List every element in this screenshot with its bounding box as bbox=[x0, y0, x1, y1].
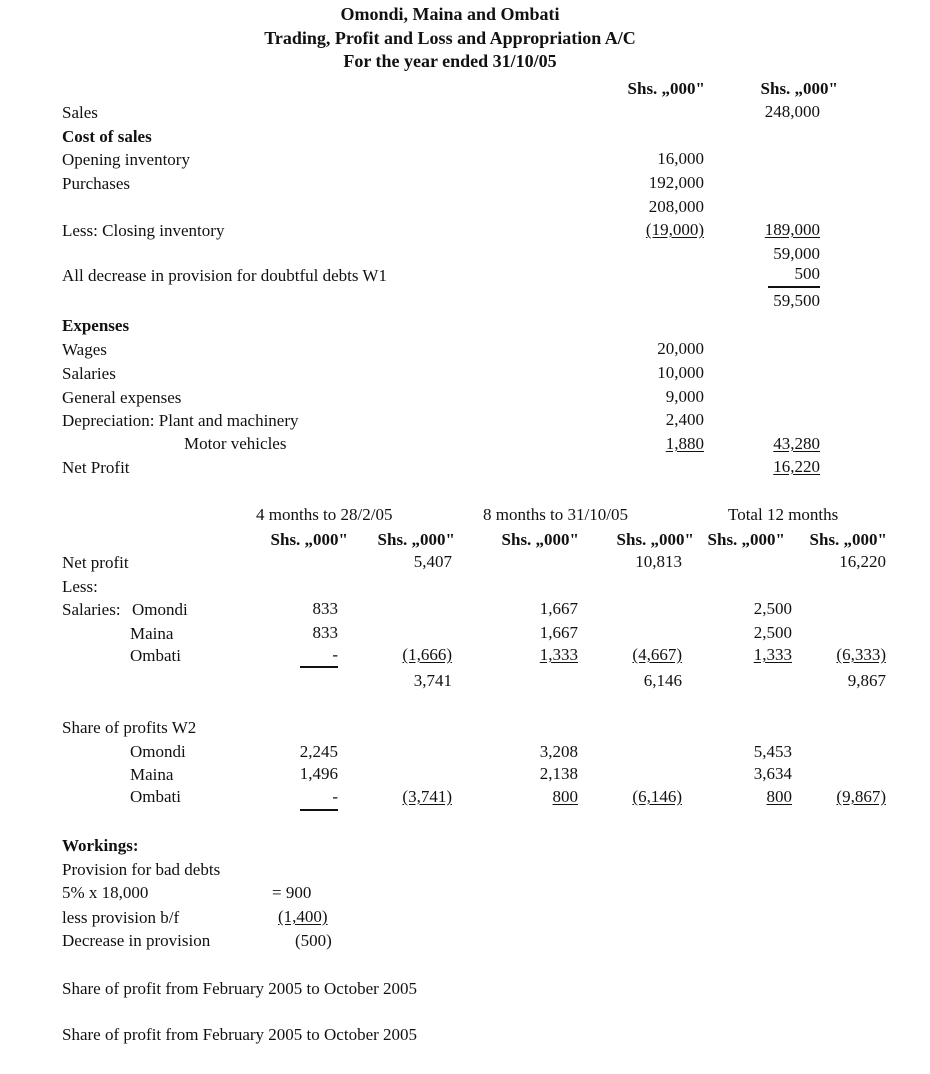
share-maina-p1: 1,496 bbox=[299, 764, 338, 783]
unit-header-3: Shs. „000" bbox=[501, 530, 579, 549]
unit-header-2: Shs. „000" bbox=[377, 530, 455, 549]
sales-label: Sales bbox=[62, 103, 98, 122]
adjusted-gross-profit: 59,500 bbox=[773, 291, 820, 310]
salaries-total-12m: (6,333) bbox=[836, 645, 886, 664]
salary-maina-p1: 833 bbox=[312, 623, 338, 642]
share-omondi-p2: 3,208 bbox=[539, 742, 578, 761]
salaries-total-p1: (1,666) bbox=[402, 645, 452, 664]
share-omondi-total: 5,453 bbox=[753, 742, 792, 761]
share-name-omondi: Omondi bbox=[130, 742, 186, 761]
expense-amount-salaries: 10,000 bbox=[657, 363, 704, 382]
column-header-1: Shs. „000" bbox=[627, 79, 705, 98]
share-of-profits-label: Share of profits W2 bbox=[62, 718, 197, 737]
share-name-maina: Maina bbox=[130, 765, 174, 784]
working-value-decrease: (500) bbox=[295, 931, 332, 950]
salary-name-omondi: Omondi bbox=[132, 600, 188, 619]
goods-available-subtotal: 208,000 bbox=[648, 197, 704, 216]
less-label: Less: bbox=[62, 577, 98, 596]
salary-ombati-p1: - bbox=[332, 645, 338, 664]
expense-amount-depreciation-plant: 2,400 bbox=[665, 410, 704, 429]
shares-total-p1: (3,741) bbox=[402, 787, 452, 806]
share-ombati-total: 800 bbox=[766, 787, 792, 806]
period-header-8-months: 8 months to 31/10/05 bbox=[483, 505, 628, 524]
shares-total-p2: (6,146) bbox=[632, 787, 682, 806]
net-profit-p1: 5,407 bbox=[413, 552, 452, 571]
company-name: Omondi, Maina and Ombati bbox=[340, 4, 560, 24]
share-note-1: Share of profit from February 2005 to October 2005 bbox=[62, 979, 418, 998]
residual-profit-p1: 3,741 bbox=[413, 671, 452, 690]
salaries-total-p2: (4,667) bbox=[632, 645, 682, 664]
unit-header-4: Shs. „000" bbox=[616, 530, 694, 549]
share-ombati-p2: 800 bbox=[552, 787, 578, 806]
column-header-2: Shs. „000" bbox=[760, 79, 838, 98]
salary-maina-total: 2,500 bbox=[753, 623, 792, 642]
expense-amount-motor-vehicles: 1,880 bbox=[665, 434, 704, 453]
expenses-total: 43,280 bbox=[773, 434, 820, 453]
working-label-calc: 5% x 18,000 bbox=[62, 883, 149, 902]
cost-of-sales-total: 189,000 bbox=[764, 220, 820, 239]
expense-label-wages: Wages bbox=[62, 340, 107, 359]
unit-header-1: Shs. „000" bbox=[270, 530, 348, 549]
period-header-4-months: 4 months to 28/2/05 bbox=[256, 505, 393, 524]
working-value-calc: = 900 bbox=[272, 883, 312, 902]
net-profit-total: 16,220 bbox=[773, 457, 820, 476]
unit-header-5: Shs. „000" bbox=[707, 530, 785, 549]
residual-profit-p2: 6,146 bbox=[643, 671, 682, 690]
salary-name-maina: Maina bbox=[130, 624, 174, 643]
net-profit-p2: 10,813 bbox=[635, 552, 682, 571]
expense-label-motor-vehicles: Motor vehicles bbox=[184, 434, 287, 453]
statement-period: For the year ended 31/10/05 bbox=[343, 51, 557, 71]
working-label-decrease: Decrease in provision bbox=[62, 931, 211, 950]
sum-rule bbox=[768, 286, 820, 288]
opening-inventory-label: Opening inventory bbox=[62, 150, 190, 169]
share-maina-total: 3,634 bbox=[753, 764, 792, 783]
salary-name-ombati: Ombati bbox=[130, 646, 181, 665]
provision-decrease-amount: 500 bbox=[794, 264, 820, 283]
unit-header-6: Shs. „000" bbox=[809, 530, 887, 549]
period-header-total: Total 12 months bbox=[728, 505, 839, 524]
working-value-bf: (1,400) bbox=[278, 907, 328, 926]
provision-title: Provision for bad debts bbox=[62, 860, 221, 879]
purchases-label: Purchases bbox=[62, 174, 130, 193]
net-profit-label: Net Profit bbox=[62, 458, 130, 477]
purchases-amount: 192,000 bbox=[648, 173, 704, 192]
salary-omondi-p1: 833 bbox=[312, 599, 338, 618]
opening-inventory-amount: 16,000 bbox=[657, 149, 704, 168]
expense-label-general: General expenses bbox=[62, 388, 182, 407]
salary-ombati-p2: 1,333 bbox=[539, 645, 578, 664]
salary-omondi-total: 2,500 bbox=[753, 599, 792, 618]
net-profit-total-12m: 16,220 bbox=[839, 552, 886, 571]
sales-total: 248,000 bbox=[764, 102, 820, 121]
closing-inventory-amount: (19,000) bbox=[645, 220, 704, 239]
expense-label-depreciation-plant: Depreciation: Plant and machinery bbox=[62, 411, 299, 430]
salary-ombati-p1-rule bbox=[300, 666, 338, 668]
share-name-ombati: Ombati bbox=[130, 787, 181, 806]
expense-label-salaries: Salaries bbox=[62, 364, 116, 383]
working-label-bf: less provision b/f bbox=[62, 908, 180, 927]
cost-of-sales-heading: Cost of sales bbox=[62, 127, 152, 146]
residual-profit-12m: 9,867 bbox=[847, 671, 886, 690]
expenses-heading: Expenses bbox=[62, 316, 130, 335]
share-maina-p2: 2,138 bbox=[539, 764, 578, 783]
appropriation-net-profit-label: Net profit bbox=[62, 553, 129, 572]
salary-maina-p2: 1,667 bbox=[539, 623, 578, 642]
share-ombati-p1: - bbox=[332, 787, 338, 806]
expense-amount-wages: 20,000 bbox=[657, 339, 704, 358]
workings-heading: Workings: bbox=[62, 836, 139, 855]
salary-omondi-p2: 1,667 bbox=[539, 599, 578, 618]
share-ombati-p1-rule bbox=[300, 809, 338, 811]
shares-total-12m: (9,867) bbox=[836, 787, 886, 806]
closing-inventory-label: Less: Closing inventory bbox=[62, 221, 225, 240]
provision-decrease-label: All decrease in provision for doubtful debts W1 bbox=[62, 266, 387, 285]
gross-profit: 59,000 bbox=[773, 244, 820, 263]
share-omondi-p1: 2,245 bbox=[299, 742, 338, 761]
salaries-label: Salaries: bbox=[62, 600, 121, 619]
expense-amount-general: 9,000 bbox=[665, 387, 704, 406]
salary-ombati-total: 1,333 bbox=[753, 645, 792, 664]
share-note-2: Share of profit from February 2005 to October 2005 bbox=[62, 1025, 418, 1044]
statement-title: Trading, Profit and Loss and Appropriation A/C bbox=[264, 28, 636, 48]
